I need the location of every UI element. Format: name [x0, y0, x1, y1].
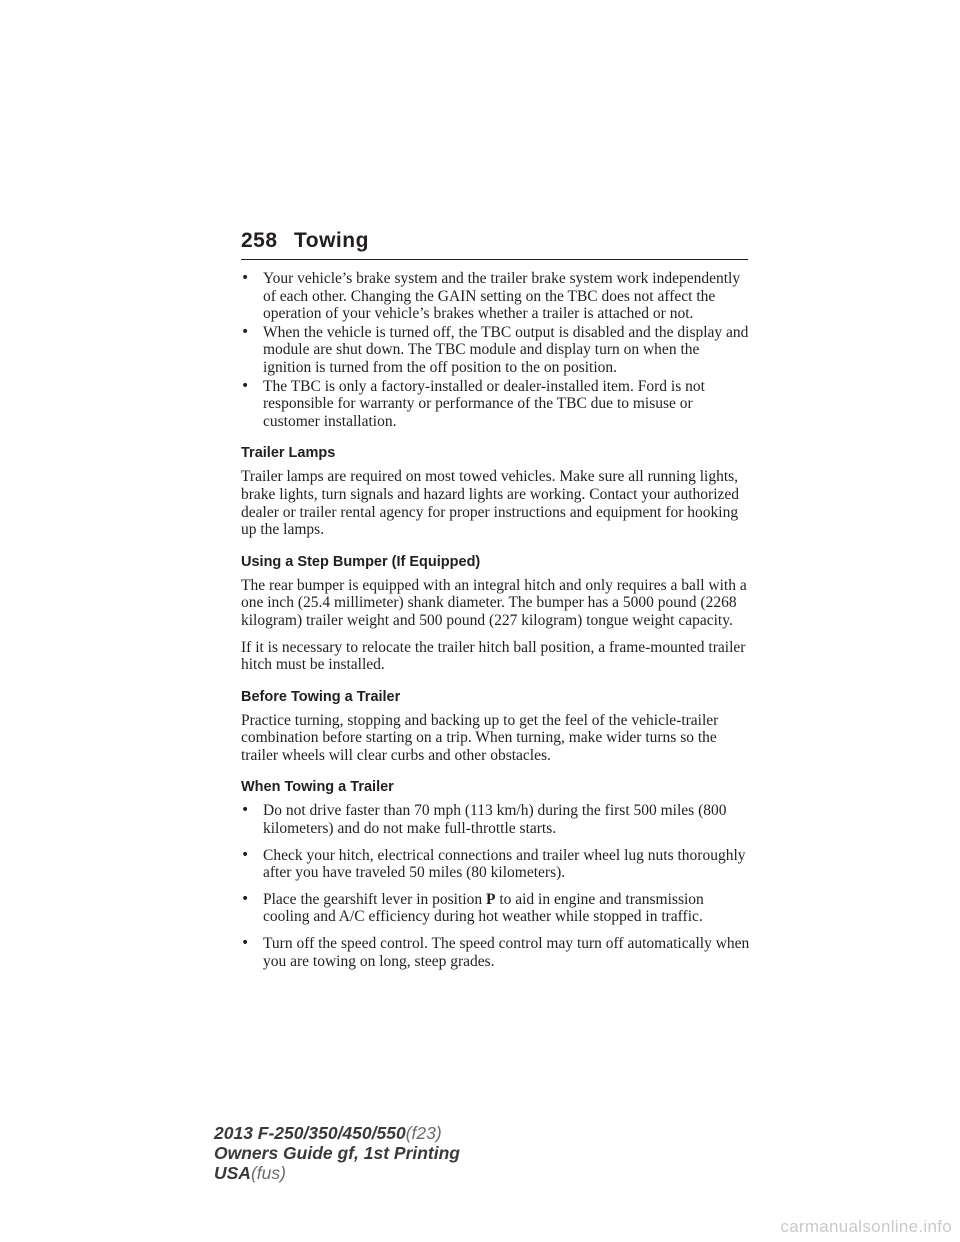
page-footer	[214, 1123, 460, 1183]
step-bumper-heading: Using a Step Bumper (If Equipped)	[241, 553, 481, 570]
before-towing-paragraph: Practice turning, stopping and backing up to get the feel of the vehicle-trailer combination before starting on a trip. When turning, make wider turns so the trailer wheels will clear curbs and other obstacles.	[241, 711, 719, 764]
bullet-icon: •	[241, 846, 250, 863]
header-divider	[241, 259, 748, 260]
list-item-text-end: to aid in engine and transmission cooling and A/C efficiency during hot weather while stopped in traffic.	[263, 890, 704, 926]
list-item-text: When the vehicle is turned off, the TBC output is disabled and the display and module are shut down. The TBC module and display turn on when the ignition is turned from the off position to the on position.	[263, 323, 749, 376]
tbc-notes-list	[241, 270, 751, 430]
trailer-lamps-heading: Trailer Lamps	[241, 445, 336, 462]
bullet-icon: •	[241, 935, 250, 952]
watermark: carmanualsonline.info	[780, 1217, 952, 1236]
list-item-text: Your vehicle’s brake system and the trailer brake system work independently of each other. Changing the GAIN setting on the TBC does not affect the operation of your vehicle’s brakes whether a trailer is attached or not.	[263, 270, 741, 323]
page-number: 258	[241, 229, 278, 252]
step-bumper-paragraph: The rear bumper is equipped with an integral hitch and only requires a ball with a one inch (25.4 millimeter) shank diameter. The bumper has a 5000 pound (2268 kilogram) trailer weight and 500 pound (227 kilogram) tongue weight capacity.	[241, 576, 747, 629]
list-item	[241, 847, 751, 882]
bullet-icon: •	[241, 323, 250, 340]
list-item	[241, 324, 751, 377]
footer-market-code: (fus)	[250, 1163, 286, 1183]
gear-position-label: P	[485, 890, 496, 908]
list-item-text-start: Place the gearshift lever in position	[263, 890, 486, 908]
list-item	[241, 802, 751, 837]
footer-market-line	[214, 1163, 460, 1183]
footer-printing-line: Owners Guide gf, 1st Printing	[214, 1143, 460, 1163]
bullet-icon: •	[241, 270, 250, 286]
list-item	[241, 891, 751, 926]
list-item-text: Check your hitch, electrical connections and trailer wheel lug nuts thoroughly after you have traveled 50 miles (80 kilometers).	[263, 846, 746, 882]
bullet-icon: •	[241, 802, 250, 819]
footer-model-code: (f23)	[405, 1123, 442, 1143]
list-item	[241, 935, 751, 970]
list-item-text: Do not drive faster than 70 mph (113 km/h) during the first 500 miles (800 kilometers) and do not make full-throttle starts.	[263, 802, 727, 838]
when-towing-list	[241, 802, 751, 970]
list-item	[241, 378, 751, 431]
bullet-icon: •	[241, 890, 250, 907]
hitch-relocation-paragraph: If it is necessary to relocate the trailer hitch ball position, a frame-mounted trailer hitch must be installed.	[241, 638, 746, 674]
list-item-text: Turn off the speed control. The speed control may turn off automatically when you are towing on long, steep grades.	[263, 935, 750, 970]
page-header	[241, 229, 748, 261]
footer-model-line	[214, 1123, 460, 1143]
before-towing-heading: Before Towing a Trailer	[241, 688, 401, 705]
section-title: Towing	[294, 229, 369, 252]
trailer-lamps-paragraph: Trailer lamps are required on most towed vehicles. Make sure all running lights, brake lights, turn signals and hazard lights are working. Contact your authorized dealer or trailer rental agency for proper instructions and equipment for hooking up the lamps.	[241, 468, 740, 539]
list-item-text: The TBC is only a factory-installed or dealer-installed item. Ford is not responsible for warranty or performance of the TBC due to misuse or customer installation.	[263, 377, 705, 430]
bullet-icon: •	[241, 377, 250, 394]
when-towing-heading: When Towing a Trailer	[241, 779, 394, 796]
footer-model: 2013 F-250/350/450/550	[214, 1123, 406, 1143]
footer-market: USA	[214, 1163, 251, 1183]
list-item	[241, 270, 751, 323]
page-content	[241, 270, 751, 979]
